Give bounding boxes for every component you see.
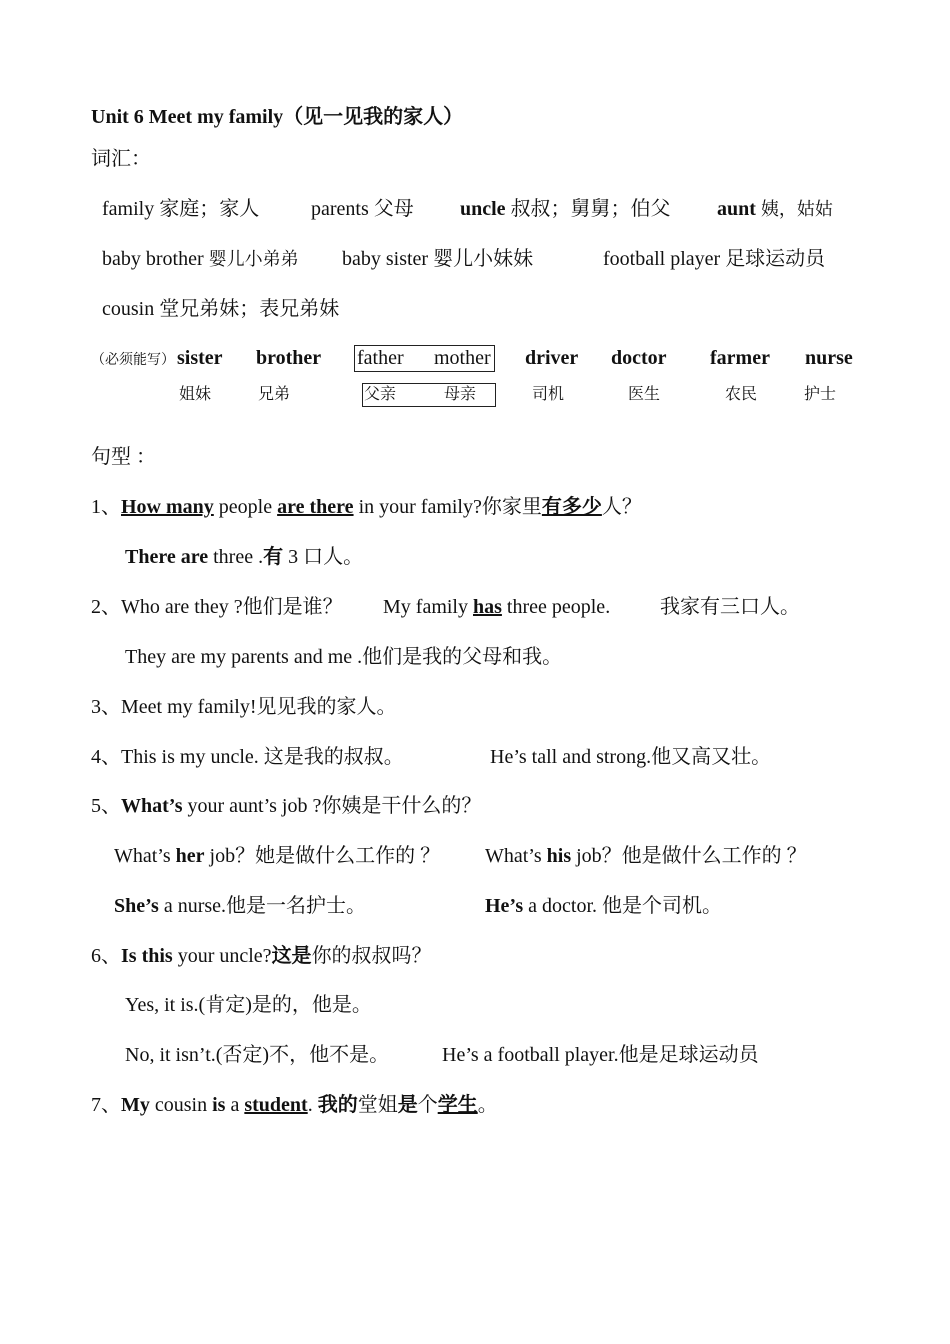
phrase-student: student [244,1094,308,1116]
must-write-word-nurse: nurse [805,347,853,369]
sentence-4b: He’s tall and strong.他又高又壮。 [490,746,772,768]
sentence-3 [91,694,397,720]
must-write-meaning-brother: 兄弟 [258,386,291,403]
sentence-text: 堂姐 [357,1094,398,1116]
sentence-5-line2b [485,843,807,869]
must-write-word-sister: sister [177,347,223,369]
vocab-meaning: 姨，姑姑 [760,199,833,219]
vocab-item-aunt [717,196,833,222]
sentence-5-line2a [114,843,440,869]
phrase-my-cn: 我的 [317,1094,358,1116]
phrase-shes: She’s [114,895,159,917]
vocab-meaning: 婴儿小弟弟 [208,249,299,269]
vocab-meaning: 家庭；家人 [159,198,260,220]
phrase-there-are: There are [125,546,209,568]
sentence-text: This is my uncle. 这是我的叔叔。 [121,746,404,768]
sentence-text: 你的叔叔吗？ [311,945,432,967]
vocab-word: family [102,198,155,220]
sentence-number: 2、 [91,596,121,618]
vocab-item-baby-brother [102,246,299,272]
sentence-text: your aunt’s job ?你姨是干什么的？ [182,795,482,817]
phrase-is-this: Is this [121,945,173,967]
must-write-meaning-farmer: 农民 [725,386,758,403]
phrase-student-cn: 学生 [437,1094,478,1116]
sentence-text: three people. [501,596,611,618]
vocab-meaning: 父母 [373,198,414,220]
phrase-is-cn: 是 [397,1094,418,1116]
phrase-is-this-cn: 这是 [271,945,312,967]
phrase-whats: What’s [121,795,183,817]
sentence-6-football: He’s a football player.他是足球运动员 [442,1044,759,1066]
phrase-has: has [473,596,502,618]
sentence-7 [91,1092,498,1118]
sentence-text: Meet my family!见见我的家人。 [121,696,397,718]
vocab-item-parents [311,196,414,222]
sentence-5 [91,793,481,819]
sentence-text: job？她是做什么工作的 ？ [204,845,441,867]
must-write-word-driver: driver [525,347,579,369]
sentence-text: Who are they ?他们是谁？ [121,596,343,618]
sentence-text: a nurse.他是一名护士。 [158,895,367,917]
must-write-meaning-sister: 姐妹 [179,386,212,403]
sentence-text: your uncle? [172,945,272,967]
vocab-item-football-player [603,246,825,272]
sentence-text: 人？ [601,496,642,518]
sentence-text: a [225,1094,245,1116]
sentence-text: . [307,1094,318,1116]
sentence-number: 1、 [91,496,121,518]
sentence-6-no: No, it isn’t.(否定)不，他不是。 [125,1044,390,1066]
sentence-text: What’s [485,845,547,867]
vocab-meaning: 堂兄弟妹；表兄弟妹 [159,298,340,320]
must-write-word-doctor: doctor [611,347,667,369]
sentence-text: What’s [114,845,176,867]
sentence-number: 6、 [91,945,121,967]
sentence-4 [91,744,404,770]
vocab-meaning: 叔叔；舅舅；伯父 [510,198,671,220]
sentence-2-line2: They are my parents and me .他们是我的父母和我。 [125,646,563,668]
sentence-5-line3b [485,893,722,919]
vocab-meaning: 足球运动员 [725,248,826,270]
sentence-text: job？他是做什么工作的 ？ [571,845,807,867]
phrase-how-many-cn: 有多少 [541,496,602,518]
phrase-how-many: How many [121,496,214,518]
must-write-meaning-father: 父亲 [364,386,397,403]
phrase-hes: He’s [485,895,524,917]
sentence-2c: 我家有三口人。 [660,596,800,618]
vocab-meaning: 婴儿小妹妹 [433,248,534,270]
patterns-header: 句型 ： [91,446,156,468]
must-write-meaning-mother: 母亲 [444,386,477,403]
vocab-row-1 [102,196,259,222]
vocab-word: cousin [102,298,155,320]
phrase-his: his [546,845,572,867]
sentence-text: three . [208,546,264,568]
sentence-text: people [213,496,278,518]
sentence-5-line3a [114,893,366,919]
sentence-2b [383,594,610,620]
vocab-word: baby brother [102,248,204,270]
vocab-word: parents [311,198,369,220]
phrase-her: her [175,845,205,867]
must-write-meaning-nurse: 护士 [804,386,837,403]
sentence-number: 4、 [91,746,121,768]
sentence-text: 个 [417,1094,438,1116]
must-write-word-brother: brother [256,347,322,369]
vocab-word: baby sister [342,248,429,270]
vocab-word: aunt [717,198,756,220]
sentence-number: 3、 [91,696,121,718]
vocab-word: football player [603,248,721,270]
vocab-word: uncle [460,198,506,220]
sentence-number: 7、 [91,1094,121,1116]
sentence-1-answer [125,544,363,570]
phrase-are-there: are there [277,496,354,518]
sentence-text: 3 口人。 [283,546,364,568]
page-title: Unit 6 Meet my family（见一见我的家人） [91,106,464,128]
must-write-word-father: father [357,347,404,369]
sentence-6-yes: Yes, it is.(肯定)是的，他是。 [125,994,372,1016]
sentence-6 [91,943,432,969]
must-write-word-farmer: farmer [710,347,770,369]
must-write-meaning-doctor: 医生 [628,386,661,403]
vocab-item-uncle [460,196,671,222]
sentence-text: 。 [477,1094,498,1116]
sentence-number: 5、 [91,795,121,817]
sentence-text: cousin [149,1094,213,1116]
sentence-text: in your family?你家里 [353,496,542,518]
sentence-text: a doctor. 他是个司机。 [523,895,723,917]
sentence-2 [91,594,343,620]
vocab-item-cousin [102,296,339,322]
sentence-1 [91,494,642,520]
must-write-meaning-driver: 司机 [532,386,565,403]
must-write-label: （必须能写） [91,353,175,368]
phrase-my: My [121,1094,150,1116]
vocab-item-baby-sister [342,246,533,272]
must-write-word-mother: mother [434,347,491,369]
vocab-header: 词汇： [91,148,151,170]
phrase-is: is [212,1094,226,1116]
sentence-text: My family [383,596,473,618]
phrase-have-cn: 有 [263,546,284,568]
